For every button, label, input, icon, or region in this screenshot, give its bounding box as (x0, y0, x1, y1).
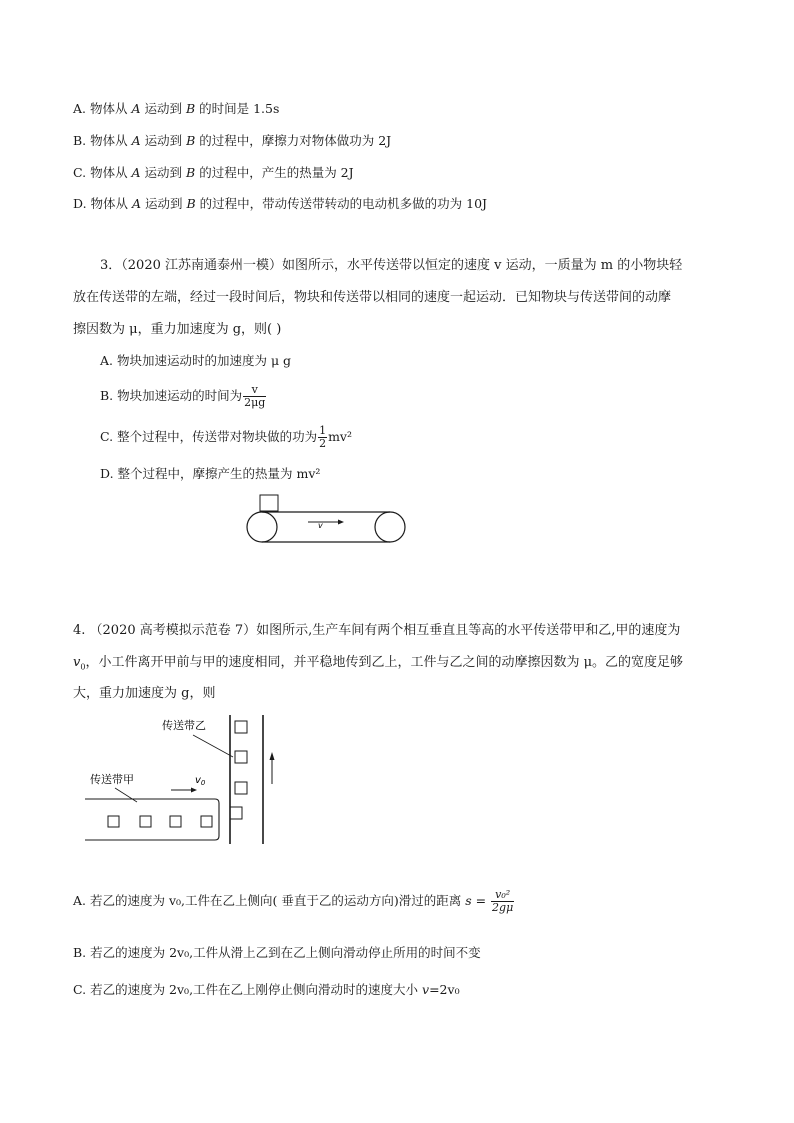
label-jia-leader (115, 788, 137, 802)
v0-arrowhead (191, 788, 197, 793)
right-pulley (375, 512, 405, 542)
q2-option-a: A. 物体从 A 运动到 B 的时间是 1.5s (73, 101, 280, 116)
q3-option-c: C. 整个过程中，传送带对物块做的功为 $\frac{1}{2}$ mv² (100, 424, 353, 450)
belt-yi-arrowhead (270, 752, 275, 760)
q3-option-a: A. 物块加速运动时的加速度为 μ g (100, 353, 292, 368)
block (260, 495, 278, 511)
label-yi-leader (193, 735, 233, 757)
workpiece (235, 751, 247, 763)
workpiece (140, 816, 151, 827)
q2-option-c: C. 物体从 A 运动到 B 的过程中，产生的热量为 2J (73, 165, 354, 180)
workpiece (230, 807, 242, 819)
q2-option-d: D. 物体从 A 运动到 B 的过程中，带动传送带转动的电动机多做的功为 10J (73, 196, 488, 211)
workpiece (235, 782, 247, 794)
v0-label: $v_0$ (195, 775, 206, 787)
q3-stem-line3: 擦因数为 μ，重力加速度为 g，则( ) (73, 322, 282, 337)
workpiece (235, 721, 247, 733)
q3-option-b: B. 物块加速运动的时间为 $\frac{v}{2\mu g}$ (100, 383, 266, 409)
q2-option-b: B. 物体从 A 运动到 B 的过程中，摩擦力对物体做功为 2J (73, 133, 392, 148)
q3-option-d: D. 整个过程中，摩擦产生的热量为 mv² (100, 466, 321, 481)
q4-option-b: B. 若乙的速度为 2v₀,工件从滑上乙到在乙上侧向滑动停止所用的时间不变 (73, 945, 481, 960)
left-pulley (247, 512, 277, 542)
q3-stem-line2: 放在传送带的左端，经过一段时间后，物块和传送带以相同的速度一起运动．已知物块与传送带间的动摩 (73, 290, 672, 305)
label-belt-yi: 传送带乙 (162, 719, 206, 732)
q4-stem-line3: 大，重力加速度为 g，则 (73, 686, 216, 701)
velocity-label: v (318, 521, 323, 530)
conveyor-belt-diagram (240, 490, 415, 550)
q4-stem-line1: 4. （2020 高考模拟示范卷 7）如图所示,生产车间有两个相互垂直且等高的水平传送带甲和乙,甲的速度为 (73, 623, 681, 638)
q3-stem-line1: 3．（2020 江苏南通泰州一模）如图所示，水平传送带以恒定的速度 v 运动，一质量为 m 的小物块轻 (100, 258, 683, 273)
workpiece (201, 816, 212, 827)
q4-option-a: A. 若乙的速度为 v₀,工件在乙上侧向( 垂直于乙的运动方向)滑过的距离 s = $\frac{\text{v₀²}}{2g\mu}$ (73, 888, 514, 914)
label-belt-jia: 传送带甲 (90, 773, 134, 786)
q4-option-c: C. 若乙的速度为 2v₀,工件在乙上刚停止侧向滑动时的速度大小 v=2v₀ (73, 982, 460, 997)
perpendicular-conveyors-diagram (85, 712, 285, 847)
belt-jia (85, 799, 219, 840)
velocity-arrowhead (338, 520, 344, 525)
workpiece (170, 816, 181, 827)
q4-stem-line2: $v_0$，小工件离开甲前与甲的速度相同，并平稳地传到乙上，工件与乙之间的动摩擦因数为 μ。乙的宽度足够 (73, 655, 684, 672)
workpiece (108, 816, 119, 827)
